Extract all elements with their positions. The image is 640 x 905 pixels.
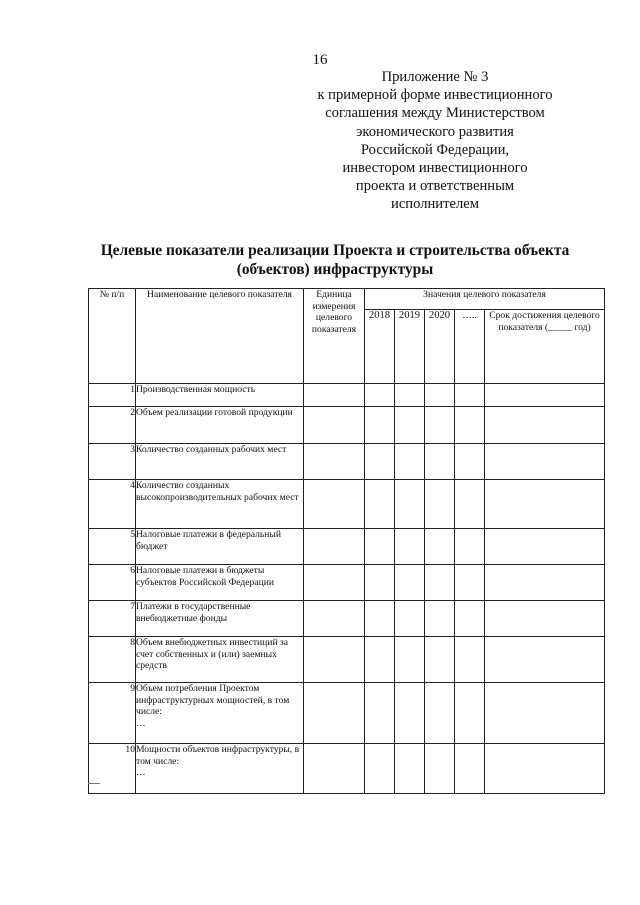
row-value-more bbox=[455, 637, 485, 683]
row-achievement-term bbox=[485, 744, 605, 794]
row-value-more bbox=[455, 601, 485, 637]
row-achievement-term bbox=[485, 601, 605, 637]
appendix-line: инвестором инвестиционного bbox=[342, 160, 528, 177]
appendix-block bbox=[300, 68, 570, 214]
row-value-2019 bbox=[395, 407, 425, 444]
row-value-2018 bbox=[365, 444, 395, 480]
header-year-2020: 2020 bbox=[425, 310, 455, 384]
title-line-1: Целевые показатели реализации Проекта и строительства объекта bbox=[100, 242, 570, 259]
row-unit-cell bbox=[304, 529, 365, 565]
header-number: № п/п bbox=[89, 289, 136, 384]
row-number: 4 bbox=[89, 480, 136, 529]
row-achievement-term bbox=[485, 565, 605, 601]
row-value-2020 bbox=[425, 744, 455, 794]
table-row bbox=[89, 565, 605, 601]
row-value-2020 bbox=[425, 529, 455, 565]
row-value-2019 bbox=[395, 565, 425, 601]
row-value-2020 bbox=[425, 683, 455, 744]
appendix-line: к примерной форме инвестиционного bbox=[317, 87, 553, 104]
row-achievement-term bbox=[485, 444, 605, 480]
row-number: 1 bbox=[89, 384, 136, 407]
table-row bbox=[89, 444, 605, 480]
appendix-line: Российской Федерации, bbox=[360, 141, 510, 158]
row-unit-cell bbox=[304, 637, 365, 683]
header-unit: Единица измерения целевого показателя bbox=[304, 289, 365, 384]
row-value-2018 bbox=[365, 480, 395, 529]
header-achievement-term: Срок достижения целевого показателя (_____ год) bbox=[485, 310, 605, 384]
row-value-more bbox=[455, 407, 485, 444]
row-value-2020 bbox=[425, 444, 455, 480]
row-number: 7 bbox=[89, 601, 136, 637]
row-value-2018 bbox=[365, 637, 395, 683]
header-year-2019: 2019 bbox=[395, 310, 425, 384]
appendix-line: исполнителем bbox=[391, 196, 479, 213]
page-number: 16 bbox=[312, 52, 328, 68]
row-value-more bbox=[455, 529, 485, 565]
row-achievement-term bbox=[485, 407, 605, 444]
title-line-2: (объектов) инфраструктуры bbox=[236, 261, 434, 278]
row-value-2020 bbox=[425, 601, 455, 637]
row-unit-cell bbox=[304, 744, 365, 794]
row-unit-cell bbox=[304, 384, 365, 407]
row-number: 2 bbox=[89, 407, 136, 444]
row-indicator-name: Количество созданных высокопроизводительных рабочих мест bbox=[136, 480, 304, 529]
row-value-more bbox=[455, 565, 485, 601]
table-row bbox=[89, 683, 605, 744]
row-unit-cell bbox=[304, 480, 365, 529]
row-indicator-name: Налоговые платежи в бюджеты субъектов Российской Федерации bbox=[136, 565, 304, 601]
row-number: 3 bbox=[89, 444, 136, 480]
row-indicator-name: Объем реализации готовой продукции bbox=[136, 407, 304, 444]
indicators-table bbox=[88, 288, 605, 794]
row-number: 5 bbox=[89, 529, 136, 565]
appendix-line: проекта и ответственным bbox=[355, 178, 515, 195]
row-number: 6 bbox=[89, 565, 136, 601]
table-row bbox=[89, 601, 605, 637]
row-unit-cell bbox=[304, 407, 365, 444]
row-unit-cell bbox=[304, 565, 365, 601]
table-row bbox=[89, 529, 605, 565]
row-value-2020 bbox=[425, 637, 455, 683]
header-values-group: Значения целевого показателя bbox=[365, 289, 605, 310]
appendix-line: соглашения между Министерством bbox=[325, 105, 545, 122]
row-unit-cell bbox=[304, 683, 365, 744]
row-value-2019 bbox=[395, 529, 425, 565]
table-row bbox=[89, 744, 605, 794]
row-indicator-name: Объем внебюджетных инвестиций за счет собственных и (или) заемных средств bbox=[136, 637, 304, 683]
row-number: 9 bbox=[89, 683, 136, 744]
row-indicator-name: Налоговые платежи в федеральный бюджет bbox=[136, 529, 304, 565]
row-value-2020 bbox=[425, 384, 455, 407]
row-value-2018 bbox=[365, 565, 395, 601]
table-row bbox=[89, 637, 605, 683]
row-value-2019 bbox=[395, 683, 425, 744]
row-value-more bbox=[455, 480, 485, 529]
row-value-2018 bbox=[365, 529, 395, 565]
appendix-line: экономического развития bbox=[356, 123, 514, 140]
row-achievement-term bbox=[485, 480, 605, 529]
appendix-line: Приложение № 3 bbox=[381, 69, 489, 85]
row-value-2018 bbox=[365, 744, 395, 794]
table-row bbox=[89, 407, 605, 444]
row-value-more bbox=[455, 683, 485, 744]
row-indicator-name: Производственная мощность bbox=[136, 384, 304, 407]
row-indicator-name: Мощности объектов инфраструктуры, в том числе: … bbox=[136, 744, 304, 794]
row-value-more bbox=[455, 384, 485, 407]
table-row bbox=[89, 480, 605, 529]
row-unit-cell bbox=[304, 444, 365, 480]
row-achievement-term bbox=[485, 384, 605, 407]
row-number: 8 bbox=[89, 637, 136, 683]
row-achievement-term bbox=[485, 683, 605, 744]
row-value-2020 bbox=[425, 565, 455, 601]
header-year-2018: 2018 bbox=[365, 310, 395, 384]
row-value-2019 bbox=[395, 744, 425, 794]
row-value-more bbox=[455, 444, 485, 480]
footer-rule bbox=[88, 783, 100, 784]
row-value-2018 bbox=[365, 601, 395, 637]
row-value-2019 bbox=[395, 480, 425, 529]
row-value-2018 bbox=[365, 384, 395, 407]
row-achievement-term bbox=[485, 637, 605, 683]
row-value-2020 bbox=[425, 480, 455, 529]
row-indicator-name: Объем потребления Проектом инфраструктурных мощностей, в том числе: … bbox=[136, 683, 304, 744]
row-number: 10 bbox=[89, 744, 136, 794]
row-achievement-term bbox=[485, 529, 605, 565]
row-value-2019 bbox=[395, 384, 425, 407]
row-value-2018 bbox=[365, 407, 395, 444]
row-value-2019 bbox=[395, 637, 425, 683]
row-unit-cell bbox=[304, 601, 365, 637]
header-indicator-name: Наименование целевого показателя bbox=[136, 289, 304, 384]
row-value-2018 bbox=[365, 683, 395, 744]
row-value-2019 bbox=[395, 444, 425, 480]
table-row bbox=[89, 384, 605, 407]
row-indicator-name: Платежи в государственные внебюджетные фонды bbox=[136, 601, 304, 637]
row-value-2020 bbox=[425, 407, 455, 444]
header-more-years: ….. bbox=[455, 310, 485, 384]
row-value-more bbox=[455, 744, 485, 794]
row-indicator-name: Количество созданных рабочих мест bbox=[136, 444, 304, 480]
document-title bbox=[80, 241, 590, 279]
row-value-2019 bbox=[395, 601, 425, 637]
table-body bbox=[89, 384, 605, 794]
